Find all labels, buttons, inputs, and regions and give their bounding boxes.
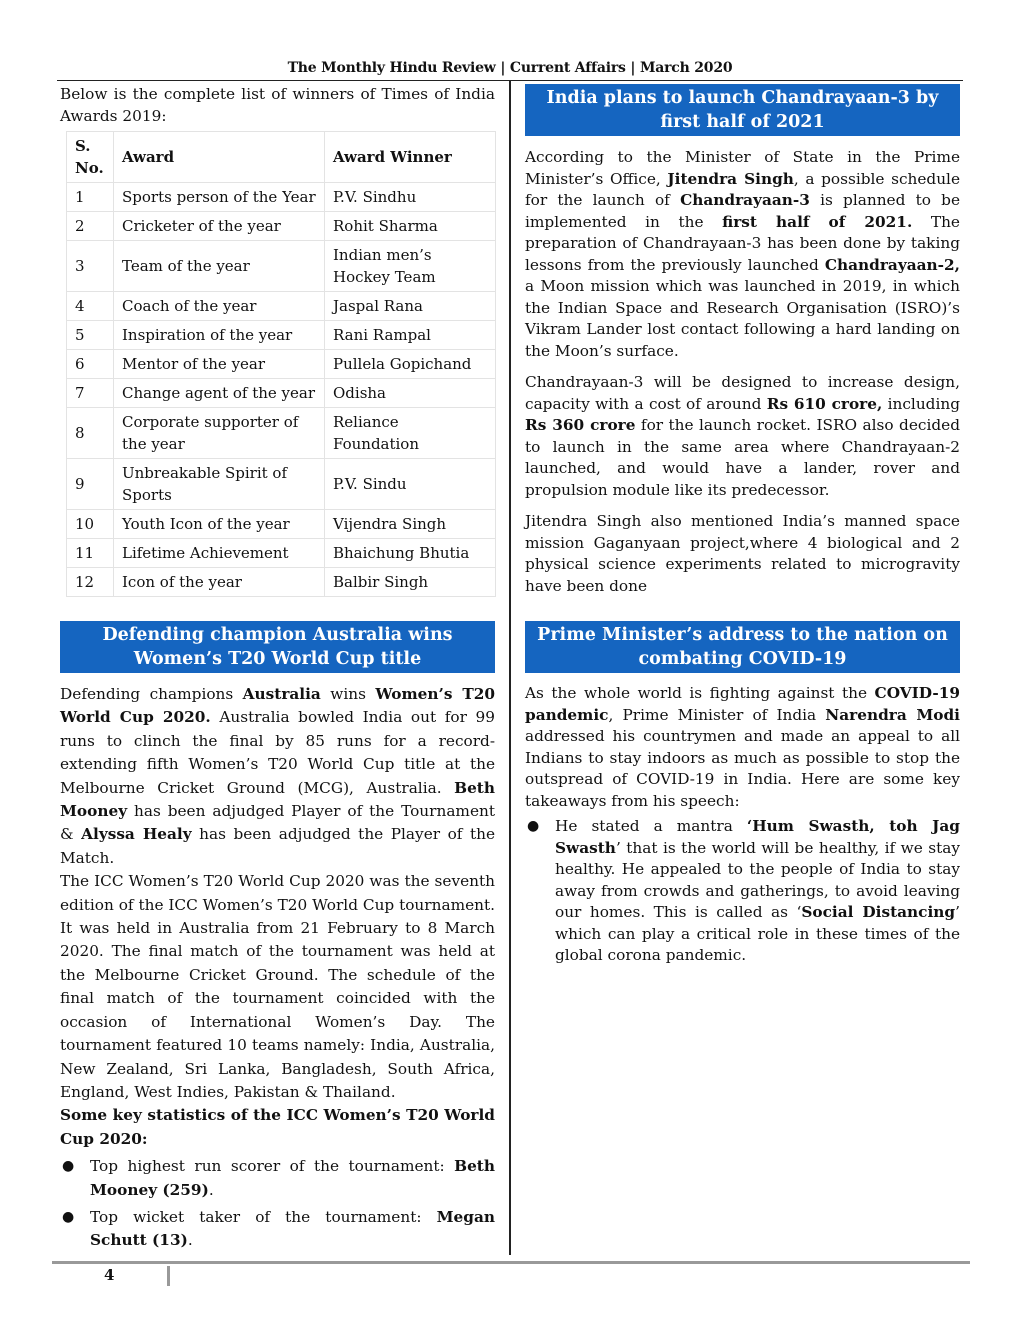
cell-winner: Balbir Singh [325, 568, 496, 597]
cell-winner: Reliance Foundation [325, 408, 496, 459]
takeaway-item: ● He stated a mantra ‘Hum Swasth, toh Jag Swasth’ that is the world will be healthy, if we stay healthy. He appealed to the people of India to stay away from crowds and gatherings, to avoid leaving our homes. This is called as ‘Social Distancing’ which can play a critical role in these times of the global corona pandemic. [527, 817, 960, 964]
cell-winner: Rani Rampal [325, 321, 496, 350]
cell-winner: P.V. Sindu [325, 459, 496, 510]
right-column [525, 84, 960, 971]
section-banner-womens-t20: Defending champion Australia wins Women’s T20 World Cup title [60, 621, 495, 673]
section-banner-covid-address: Prime Minister’s address to the nation on combating COVID-19 [525, 621, 960, 673]
cell-award: Coach of the year [114, 292, 325, 321]
cell-award: Corporate supporter of the year [114, 408, 325, 459]
cell-winner: Bhaichung Bhutia [325, 539, 496, 568]
page-number: 4 [104, 1266, 115, 1284]
table-row [67, 350, 496, 379]
table-row [67, 241, 496, 292]
cell-award: Youth Icon of the year [114, 510, 325, 539]
header-winner: Award Winner [325, 132, 496, 183]
header-sno: S. No. [67, 132, 114, 183]
column-divider [509, 81, 511, 1255]
table-row [67, 539, 496, 568]
chandrayaan-paragraph-3: Jitendra Singh also mentioned India’s manned space mission Gaganyaan project,where 4 biological and 2 physical science experiments related to microgravity have been done [525, 512, 960, 595]
cell-sno: 7 [67, 379, 114, 408]
covid-address-paragraph: As the whole world is fighting against the COVID-19 pandemic, Prime Minister of India Narendra Modi addressed his countrymen and made an appeal to all Indians to stay indoors as much as possible to stop the outspread of COVID-19 in India. Here are some key takeaways from his speech: [525, 684, 960, 810]
cell-sno: 11 [67, 539, 114, 568]
footer-tick [167, 1266, 170, 1286]
cell-winner: P.V. Sindhu [325, 183, 496, 212]
awards-intro: Below is the complete list of winners of Times of India Awards 2019: [60, 85, 495, 125]
table-row [67, 379, 496, 408]
cell-sno: 12 [67, 568, 114, 597]
left-column [60, 84, 495, 1257]
cell-winner: Pullela Gopichand [325, 350, 496, 379]
bullet-icon: ● [62, 1208, 75, 1225]
bullet-icon: ● [527, 818, 540, 834]
cell-award: Unbreakable Spirit of Sports [114, 459, 325, 510]
statistic-item: ● Top wicket taker of the tournament: Megan Schutt (13). [62, 1207, 495, 1250]
cell-winner: Vijendra Singh [325, 510, 496, 539]
table-row [67, 568, 496, 597]
table-row [67, 459, 496, 510]
page-header: The Monthly Hindu Review | Current Affairs | March 2020 [287, 60, 733, 76]
cell-award: Lifetime Achievement [114, 539, 325, 568]
bullet-icon: ● [62, 1158, 75, 1175]
section-banner-chandrayaan: India plans to launch Chandrayaan-3 by first half of 2021 [525, 84, 960, 136]
awards-table [66, 131, 496, 597]
cell-sno: 1 [67, 183, 114, 212]
table-row [67, 212, 496, 241]
cell-sno: 9 [67, 459, 114, 510]
cell-sno: 3 [67, 241, 114, 292]
statistic-item: ● Top highest run scorer of the tournament: Beth Mooney (259). [62, 1157, 495, 1199]
chandrayaan-paragraph-1: According to the Minister of State in the Prime Minister’s Office, Jitendra Singh, a possible schedule for the launch of Chandrayaan-3 is planned to be implemented in the first half of 2021. The preparation of Chandrayaan-3 has been done by taking lessons from the previously launched Chandrayaan-2, a Moon mission which was launched in 2019, in which the Indian Space and Research Organisation (ISRO)’s Vikram Lander lost contact following a hard landing on the Moon’s surface. [525, 148, 960, 360]
key-statistics-heading: Some key statistics of the ICC Women’s T20 World Cup 2020: [60, 1106, 495, 1148]
womens-t20-paragraph-2: The ICC Women’s T20 World Cup 2020 was the seventh edition of the ICC Women’s T20 World Cup tournament. It was held in Australia from 21 February to 8 March 2020. The final match of the tournament was held at the Melbourne Cricket Ground. The schedule of the final match of the tournament coincided with the occasion of International Women’s Day. The tournament featured 10 teams namely: India, Australia, New Zealand, Sri Lanka, Bangladesh, South Africa, England, West Indies, Pakistan & Thailand. [60, 872, 495, 1101]
cell-award: Sports person of the Year [114, 183, 325, 212]
chandrayaan-paragraph-2: Chandrayaan-3 will be designed to increase design, capacity with a cost of around Rs 610 crore, including Rs 360 crore for the launch rocket. ISRO also decided to launch in the same area where Chandrayaan-2 launched, and would have a lander, rover and propulsion module like its predecessor. [525, 373, 960, 499]
key-statistics-list [60, 1155, 495, 1253]
cell-sno: 4 [67, 292, 114, 321]
table-row [67, 408, 496, 459]
header-award: Award [114, 132, 325, 183]
cell-sno: 5 [67, 321, 114, 350]
table-row [67, 321, 496, 350]
cell-sno: 10 [67, 510, 114, 539]
table-row [67, 183, 496, 212]
cell-sno: 8 [67, 408, 114, 459]
table-row [67, 292, 496, 321]
awards-table-header [67, 132, 496, 183]
footer-rule [52, 1261, 970, 1264]
cell-winner: Odisha [325, 379, 496, 408]
cell-award: Cricketer of the year [114, 212, 325, 241]
womens-t20-paragraph-1: Defending champions Australia wins Women’s T20 World Cup 2020. Australia bowled India out for 99 runs to clinch the final by 85 runs for a record-extending fifth Women’s T20 World Cup title at the Melbourne Cricket Ground (MCG), Australia. Beth Mooney has been adjudged Player of the Tournament & Alyssa Healy has been adjudged the Player of the Match. [60, 685, 496, 867]
cell-sno: 6 [67, 350, 114, 379]
cell-award: Team of the year [114, 241, 325, 292]
cell-award: Mentor of the year [114, 350, 325, 379]
covid-takeaways-list [525, 816, 960, 967]
cell-sno: 2 [67, 212, 114, 241]
table-row [67, 510, 496, 539]
cell-winner: Indian men’s Hockey Team [325, 241, 496, 292]
cell-winner: Jaspal Rana [325, 292, 496, 321]
cell-winner: Rohit Sharma [325, 212, 496, 241]
cell-award: Change agent of the year [114, 379, 325, 408]
awards-table-body [67, 183, 496, 597]
cell-award: Icon of the year [114, 568, 325, 597]
cell-award: Inspiration of the year [114, 321, 325, 350]
